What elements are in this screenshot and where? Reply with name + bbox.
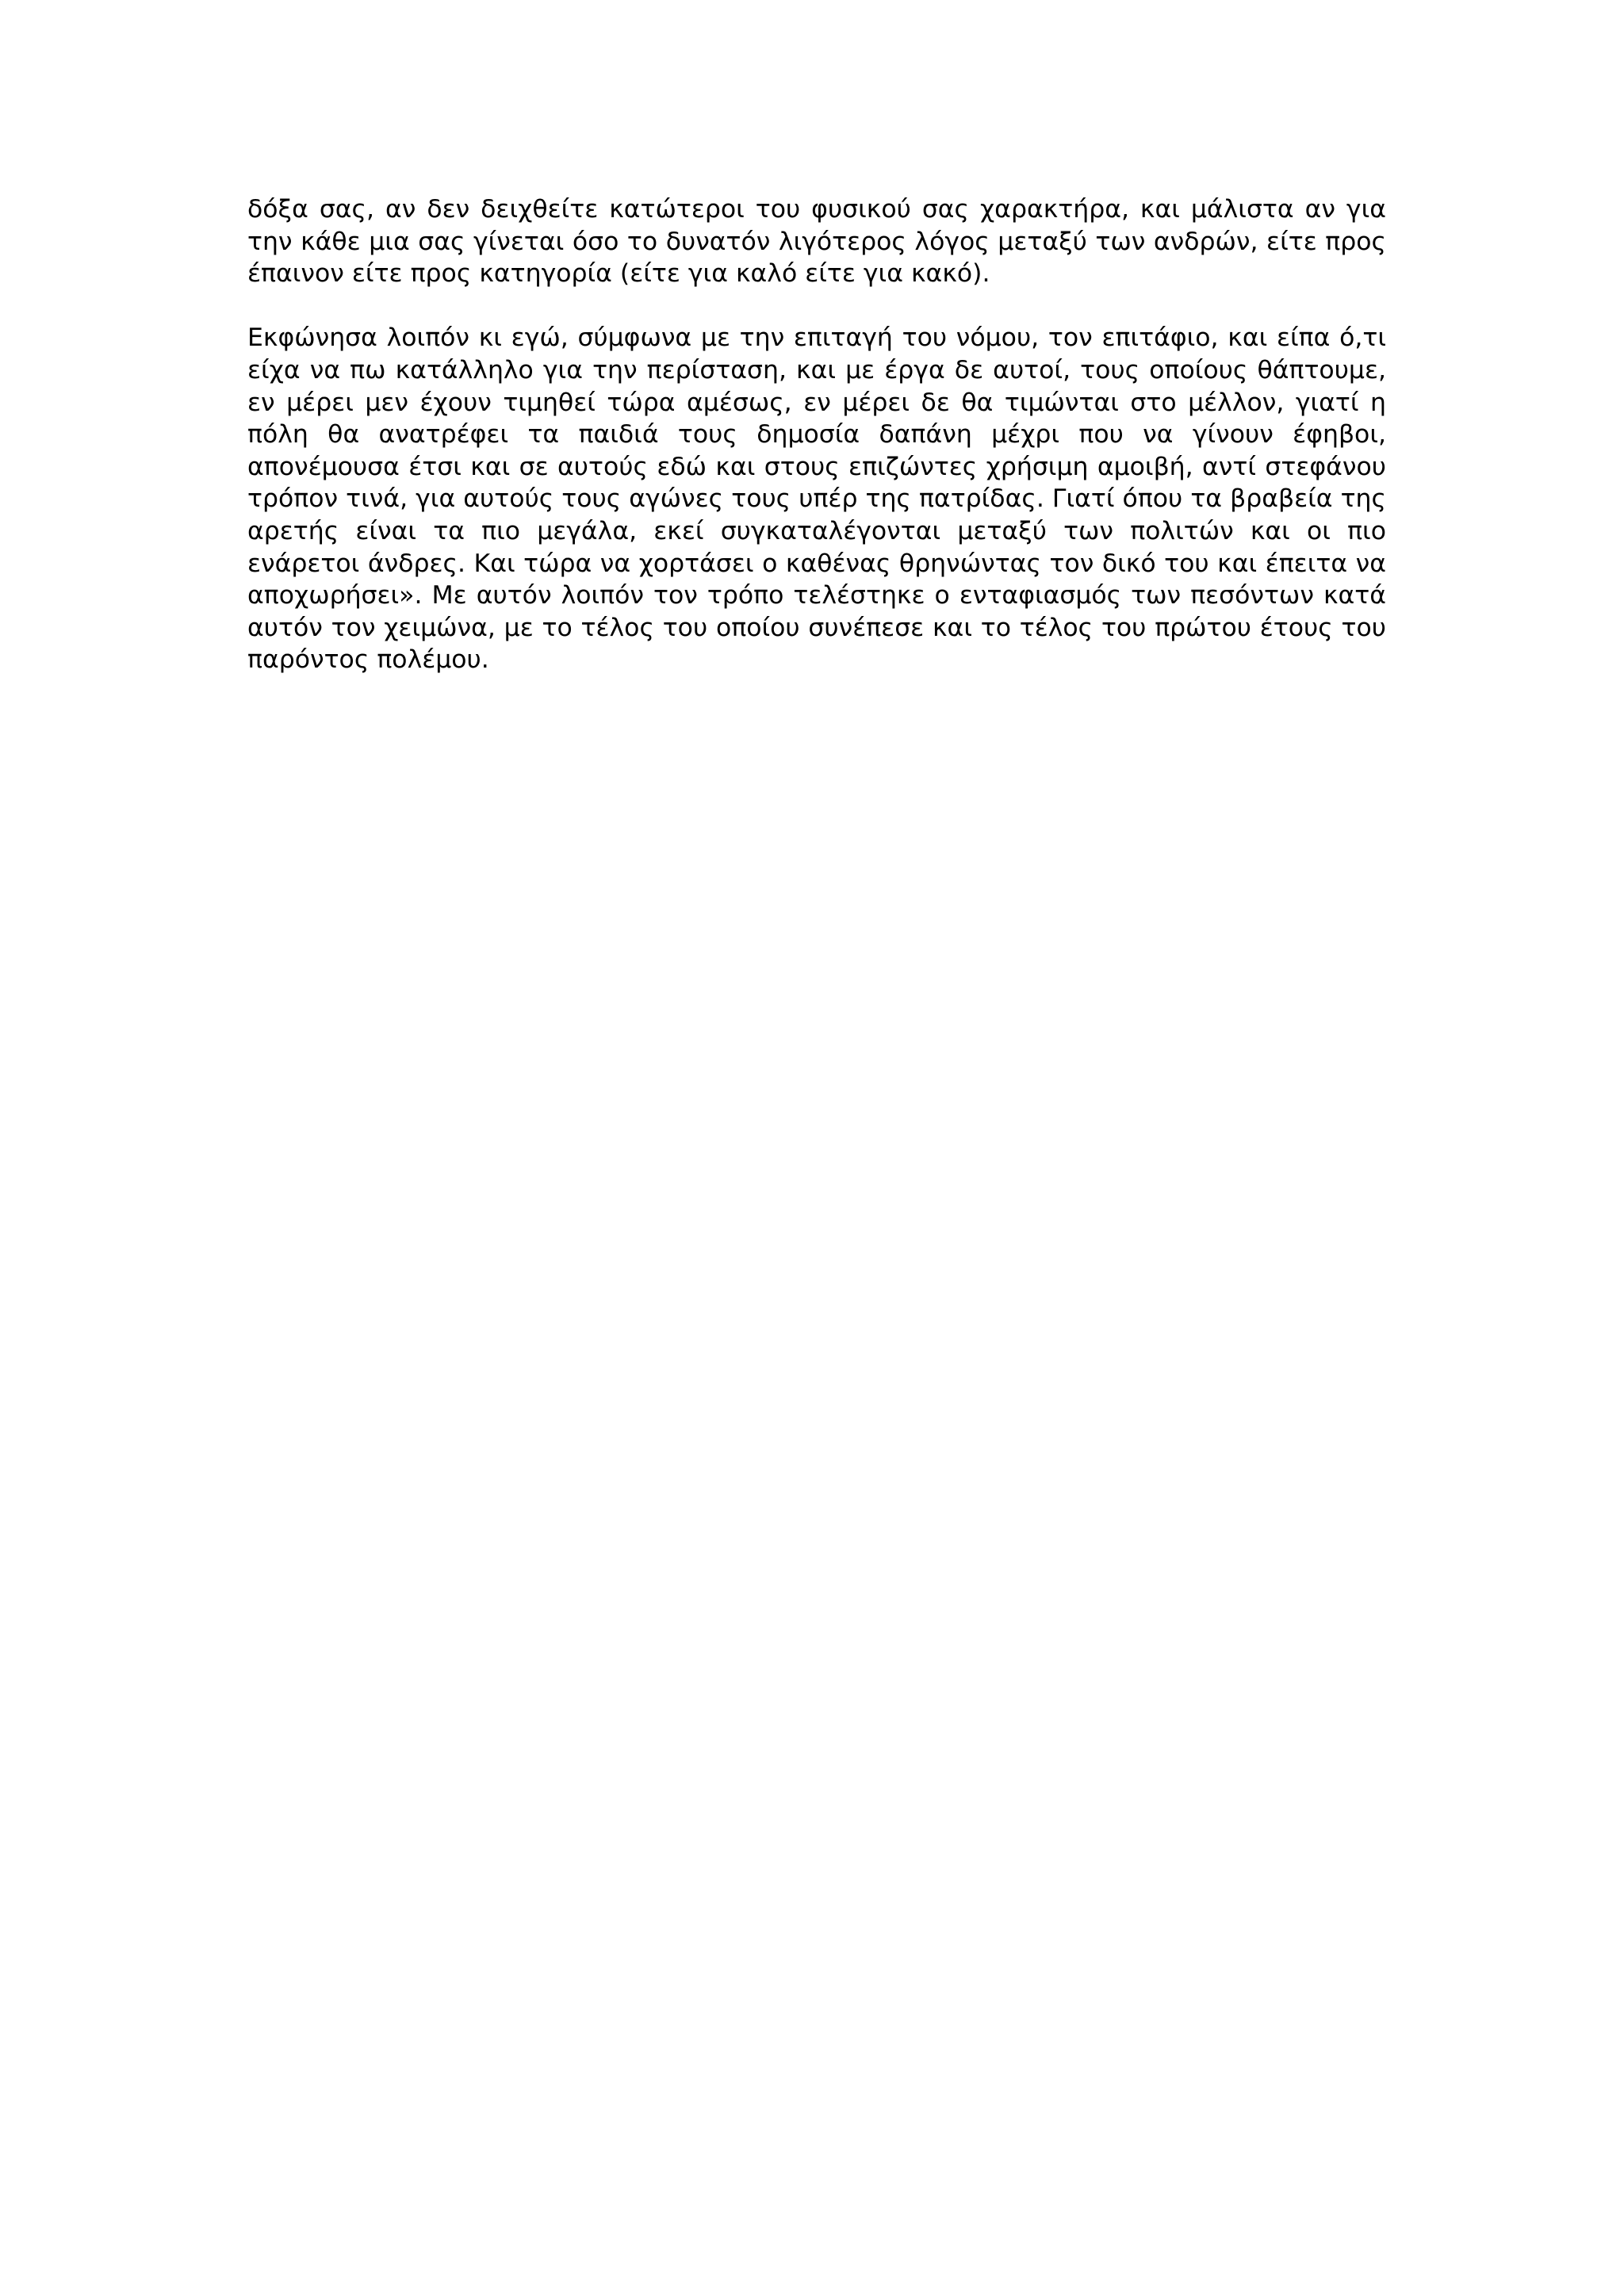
document-body: [247, 193, 1386, 676]
paragraph-burial-conclusion: Εκφώνησα λοιπόν κι εγώ, σύμφωνα με την επιταγή του νόμου, τον επιτάφιο, και είπα ό,τι είχα να πω κατάλληλο για την περίσταση, και με έργα δε αυτοί, τους οποίους θάπτουμε, εν μέρει μεν έχουν τιμηθεί τώρα αμέσως, εν μέρει δε θα τιμώνται στο μέλλον, γιατί η πόλη θα ανατρέφει τα παιδιά τους δημοσία δαπάνη μέχρι που να γίνουν έφηβοι, απονέμουσα έτσι και σε αυτούς εδώ και στους επιζώντες χρήσιμη αμοιβή, αντί στεφάνου τρόπον τινά, για αυτούς τους αγώνες τους υπέρ της πατρίδας. Γιατί όπου τα βραβεία της αρετής είναι τα πιο μεγάλα, εκεί συγκαταλέγονται μεταξύ των πολιτών και οι πιο ενάρετοι άνδρες. Και τώρα να χορτάσει ο καθένας θρηνώντας τον δικό του και έπειτα να αποχωρήσει». Με αυτόν λοιπόν τον τρόπο τελέστηκε ο ενταφιασμός των πεσόντων κατά αυτόν τον χειμώνα, με το τέλος του οποίου συνέπεσε και το τέλος του πρώτου έτους του παρόντος πολέμου.: [247, 323, 1386, 675]
paragraph-closing-speech: δόξα σας, αν δεν δειχθείτε κατώτεροι του φυσικού σας χαρακτήρα, και μάλιστα αν για την κάθε μια σας γίνεται όσο το δυνατόν λιγότερος λόγος μεταξύ των ανδρών, είτε προς έπαινον είτε προς κατηγορία (είτε για καλό είτε για κακό).: [247, 195, 1386, 289]
